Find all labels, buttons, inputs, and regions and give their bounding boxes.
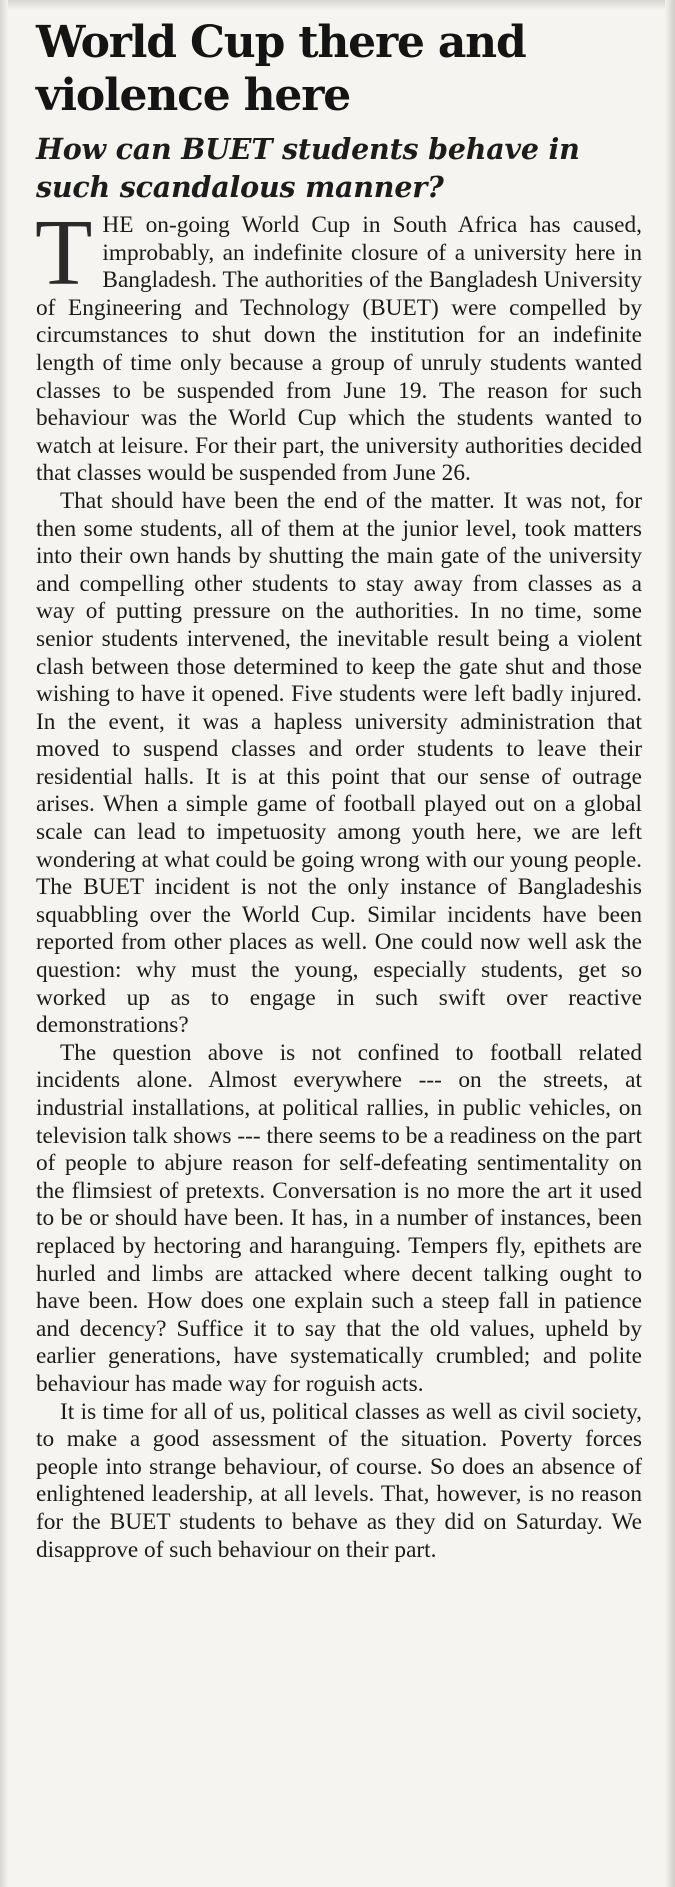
- headline: World Cup there and violence here: [36, 17, 526, 121]
- paragraph-2: That should have been the end of the matter. It was not, for then some students, all of them at the junior level, took matters into their own hands by shutting the main gate of the university and compelling other students to stay away from classes as a way of putting pressure on the authorities. In no time, some senior students intervened, the inevitable result being a violent clash between those determined to keep the gate shut and those wishing to have it opened. Five students were left badly injured. In the event, it was a hapless university administration that moved to suspend classes and order students to leave their residential halls. It is at this point that our sense of outrage arises. When a simple game of football played out on a global scale can lead to impetuosity among youth here, we are left wondering at what could be going wrong with our young people. The BUET incident is not the only instance of Bangladeshis squabbling over the World Cup. Similar incidents have been reported from other places as well. One could now well ask the question: why must the young, especially students, get so worked up as to engage in such swift over reactive demonstrations?: [36, 487, 642, 1039]
- paragraph-3: The question above is not confined to football related incidents alone. Almost everywhere --- on the streets, at industrial installations, at political rallies, in public vehicles, on television talk shows --- there seems to be a readiness on the part of people to abjure reason for self-defeating sentimentality on the flimsiest of pretexts. Conversation is no more the art it used to be or should have been. It has, in a number of instances, been replaced by hectoring and haranguing. Tempers fly, epithets are hurled and limbs are attacked where decent talking ought to have been. How does one explain such a steep fall in patience and decency? Suffice it to say that the old values, upheld by earlier generations, have systematically crumbled; and polite behaviour has made way for roguish acts.: [36, 1039, 642, 1397]
- drop-cap: T: [35, 201, 93, 305]
- article-body: [35, 201, 642, 1564]
- paragraph-4: It is time for all of us, political classes as well as civil society, to make a good assessment of the situation. Poverty forces people into strange behaviour, of course. So does an absence of enlightened leadership, at all levels. That, however, is no reason for the BUET students to behave as they did on Saturday. We disapprove of such behaviour on their part.: [36, 1398, 642, 1563]
- paragraph-1: [35, 201, 642, 488]
- scan-shadow-left: [0, 0, 8, 1887]
- editorial-article: [36, 16, 642, 1564]
- scan-shadow-top: [0, 0, 675, 10]
- subheadline: How can BUET students behave in such scandalous manner?: [36, 132, 580, 204]
- paragraph-1-text: HE on-going World Cup in South Africa has caused, improbably, an indefinite closure of a university here in Bangladesh. The authorities of the Bangladesh University of Engineering and Technology (BUET) were compelled by circumstances to shut down the institution for an indefinite length of time only because a group of unruly students wanted classes to be suspended from June 19. The reason for such behaviour was the World Cup which the students wanted to watch at leisure. For their part, the university authorities decided that classes would be suspended from June 26.: [36, 212, 642, 487]
- scan-shadow-right: [665, 0, 675, 1887]
